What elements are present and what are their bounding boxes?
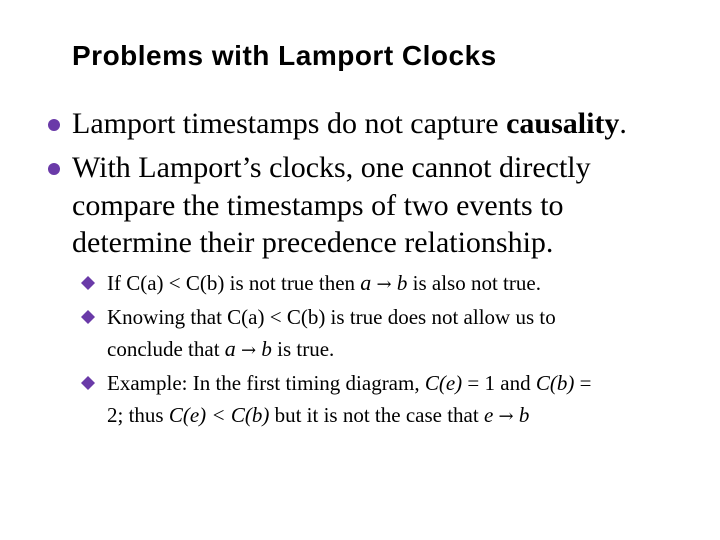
bullet-1-text: Lamport timestamps do not capture causality. bbox=[72, 107, 627, 140]
bullet-dot-icon bbox=[48, 119, 60, 131]
arrow-icon: → bbox=[498, 406, 514, 427]
sub-bullet-3: Example: In the first timing diagram, C(e) = 1 and C(b) = bbox=[107, 368, 591, 398]
bullet-2-line-2: compare the timestamps of two events to bbox=[72, 189, 564, 222]
arrow-icon: → bbox=[376, 274, 392, 295]
sub-bullet-2-line-2: conclude that a → b is true. bbox=[107, 336, 335, 361]
sub-bullet-3-line-2: 2; thus C(e) < C(b) but it is not the case that e → b bbox=[107, 403, 530, 427]
diamond-bullet-icon bbox=[81, 376, 95, 390]
arrow-icon: → bbox=[241, 340, 257, 361]
bullet-dot-icon bbox=[48, 163, 60, 175]
bullet-2-line-3: determine their precedence relationship. bbox=[72, 226, 554, 259]
diamond-bullet-icon bbox=[81, 276, 95, 290]
causality-term: causality bbox=[506, 107, 620, 140]
sub-bullet-1: If C(a) < C(b) is not true then a → b is also not true. bbox=[107, 268, 541, 300]
bullet-2-line-1: With Lamport’s clocks, one cannot directly bbox=[72, 151, 591, 184]
sub-bullet-2: Knowing that C(a) < C(b) is true does not allow us to bbox=[107, 302, 556, 332]
diamond-bullet-icon bbox=[81, 310, 95, 324]
slide-title: Problems with Lamport Clocks bbox=[72, 40, 497, 71]
